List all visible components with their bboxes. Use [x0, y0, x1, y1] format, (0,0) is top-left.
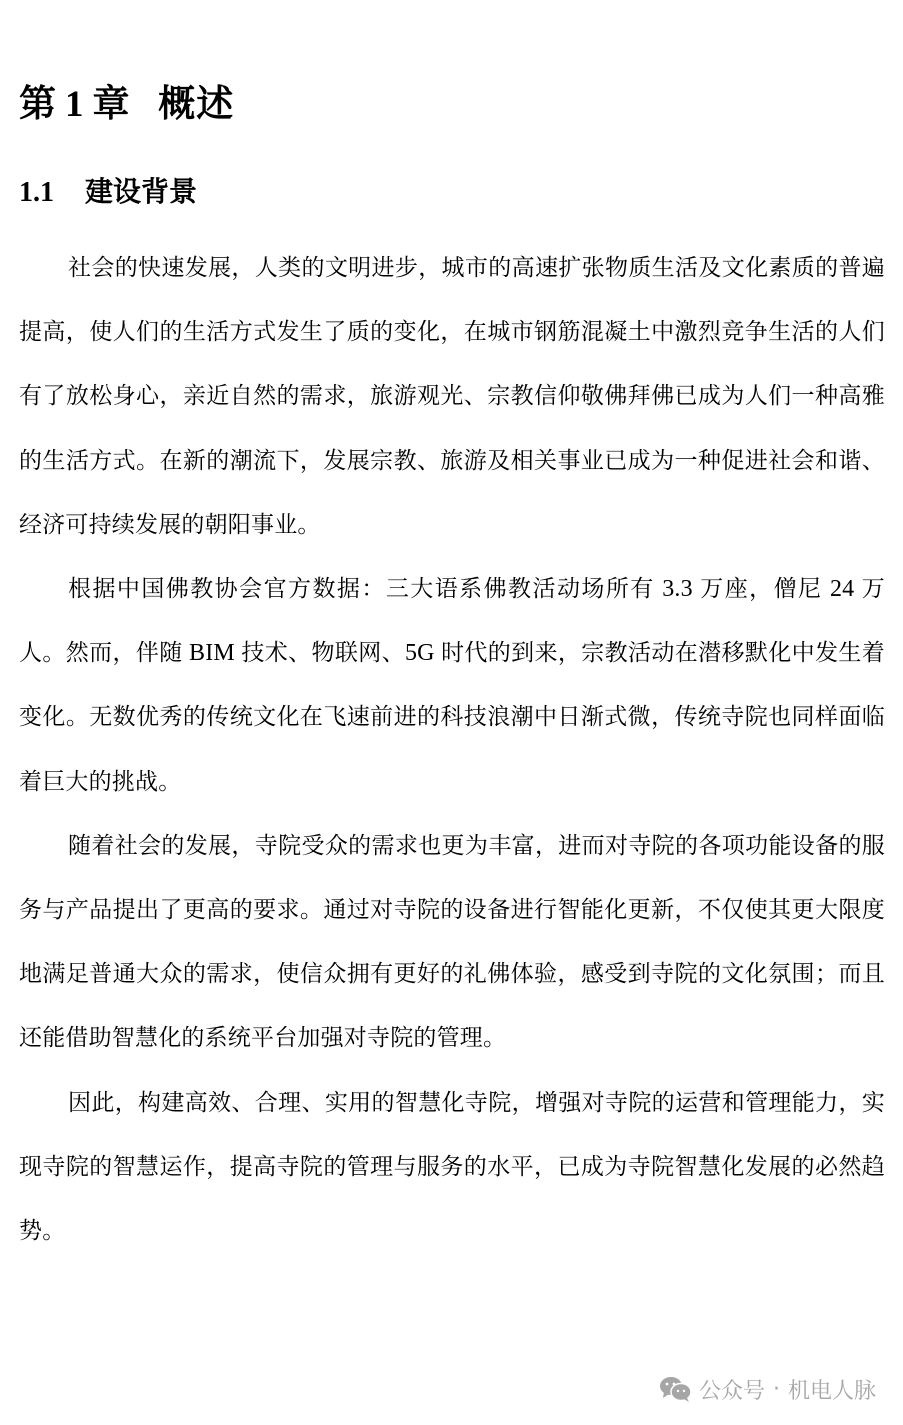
section-title [19, 171, 197, 214]
chapter-prefix: 第 [19, 82, 57, 125]
chapter-number: 1 [65, 84, 85, 125]
paragraph-2-text: 时代的到来，宗教活动在潜移默化中发生着变化。无数优秀的传统文化在飞速前进的科技浪潮中日渐式微，传统寺院也同样面临着巨大的挑战。 [19, 640, 885, 795]
watermark [659, 1372, 876, 1406]
section-number: 1.1 [19, 177, 54, 208]
watermark-account: 机电人脉 [787, 1378, 876, 1404]
section-name: 建设背景 [85, 175, 198, 208]
paragraph-2 [19, 557, 885, 814]
monk-count: 24 [822, 576, 862, 603]
watermark-label: 公众号 [698, 1378, 765, 1404]
wechat-icon [659, 1375, 693, 1403]
chapter-title [19, 80, 234, 129]
chapter-suffix: 章 [92, 82, 131, 125]
chapter-name: 概述 [158, 82, 235, 125]
paragraph-2-text: 技术、物联网、 [241, 640, 405, 667]
paragraph-2-text: 根据中国佛教协会官方数据：三大语系佛教活动场所有 [68, 576, 655, 603]
bim-term: BIM [182, 640, 242, 667]
paragraph-4: 因此，构建高效、合理、实用的智慧化寺院，增强对寺院的运营和管理能力，实现寺院的智慧运作，提高寺院的管理与服务的水平，已成为寺院智慧化发展的必然趋势。 [19, 1089, 885, 1245]
5g-term: 5G [404, 640, 442, 667]
paragraph-2-text: 万座，僧尼 [700, 576, 823, 603]
temple-count: 3.3 [654, 576, 701, 603]
watermark-separator: · [772, 1376, 780, 1402]
paragraph-2-text: 万人。然而，伴随 [19, 576, 885, 667]
body-text [19, 236, 885, 1263]
paragraph-3: 随着社会的发展，寺院受众的需求也更为丰富，进而对寺院的各项功能设备的服务与产品提出了更高的要求。通过对寺院的设备进行智能化更新，不仅使其更大限度地满足普通大众的需求，使信众拥有更好的礼佛体验，感受到寺院的文化氛围；而且还能借助智慧化的系统平台加强对寺院的管理。 [19, 832, 885, 1052]
paragraph-1: 社会的快速发展，人类的文明进步，城市的高速扩张物质生活及文化素质的普遍提高，使人们的生活方式发生了质的变化，在城市钢筋混凝土中激烈竞争生活的人们有了放松身心，亲近自然的需求，旅游观光、宗教信仰敬佛拜佛已成为人们一种高雅的生活方式。在新的潮流下，发展宗教、旅游及相关事业已成为一种促进社会和谐、经济可持续发展的朝阳事业。 [19, 255, 885, 538]
